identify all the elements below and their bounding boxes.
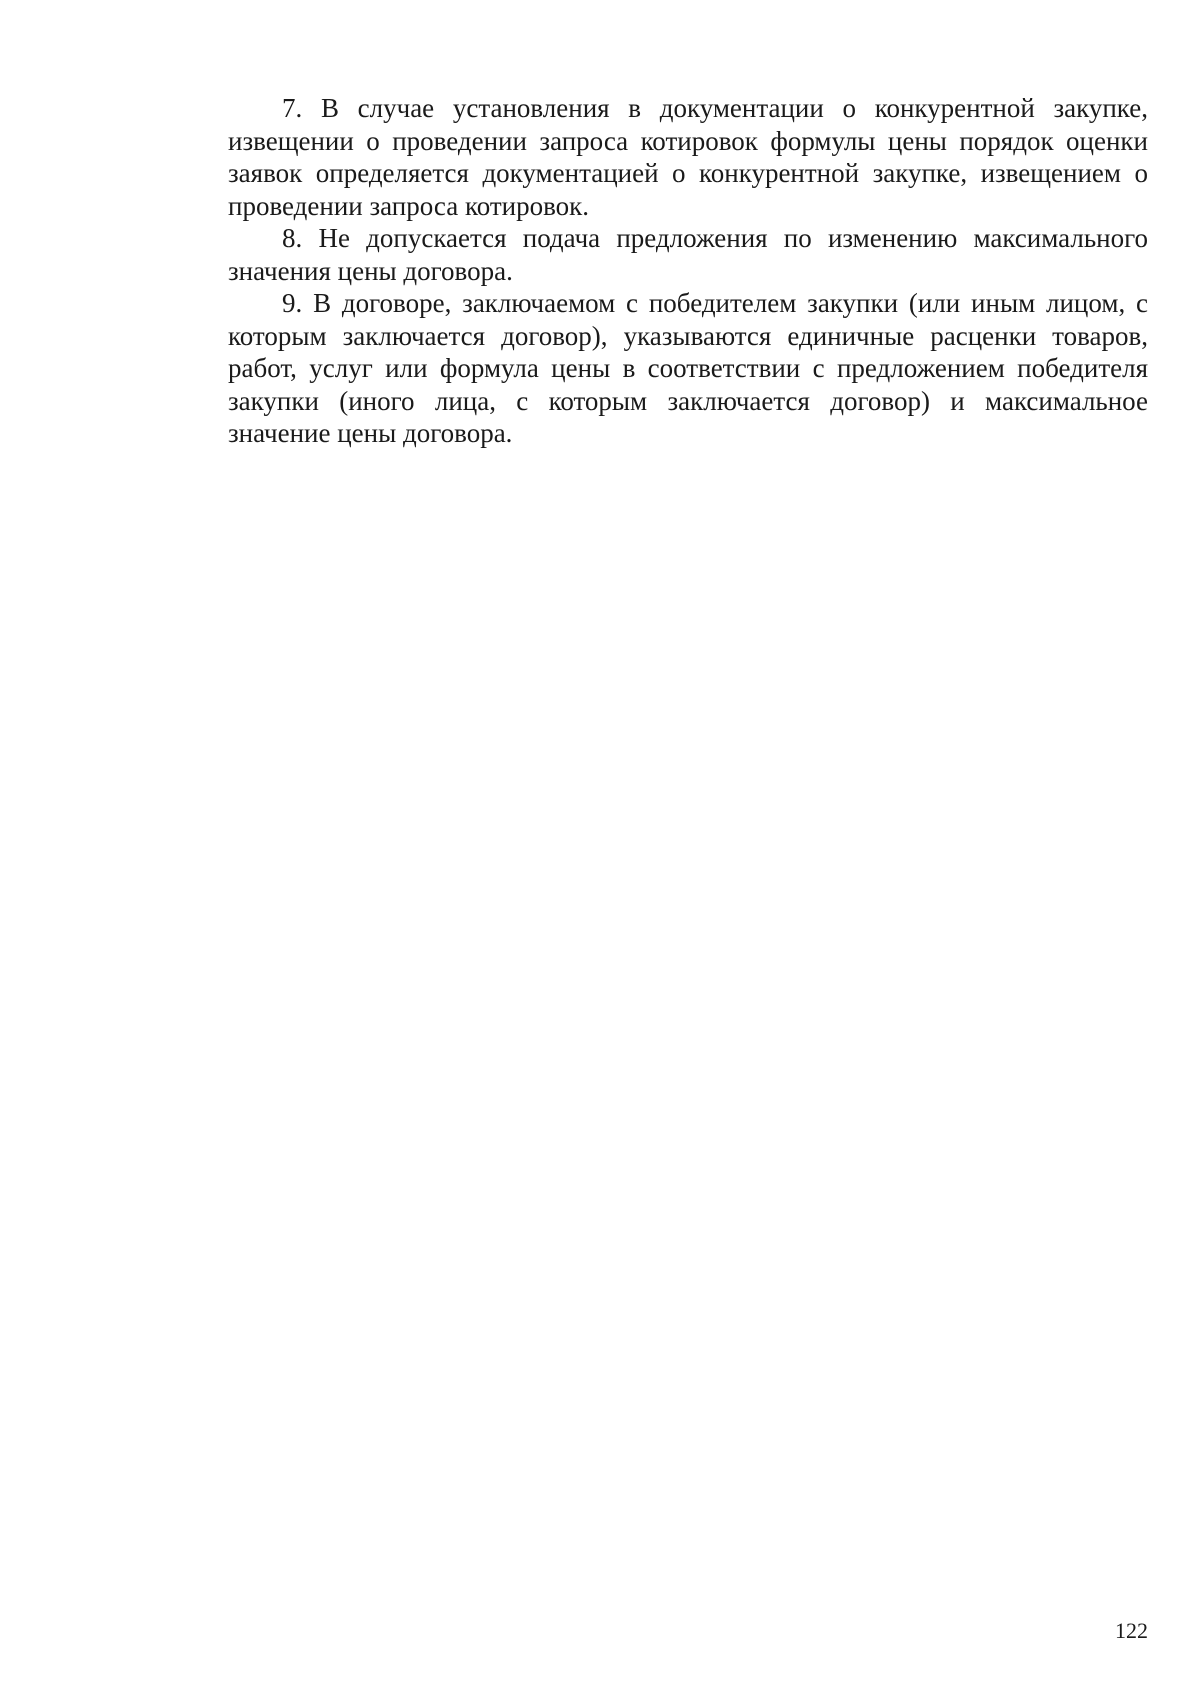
document-body: [228, 92, 1148, 450]
paragraph-9: 9. В договоре, заключаемом с победителем закупки (или иным лицом, с которым заключается договор), указываются единичные расценки товаров, работ, услуг или формула цены в соответствии с предложением победителя закупки (иного лица, с которым заключается договор) и максимальное значение цены договора.: [228, 288, 1148, 448]
paragraph-7: 7. В случае установления в документации о конкурентной закупке, извещении о проведении запроса котировок формулы цены порядок оценки заявок определяется документацией о конкурентной закупке, извещением о проведении запроса котировок.: [228, 93, 1148, 221]
page-number: 122: [1115, 1618, 1148, 1643]
paragraph-8: 8. Не допускается подача предложения по изменению максимального значения цены договора.: [228, 223, 1148, 286]
